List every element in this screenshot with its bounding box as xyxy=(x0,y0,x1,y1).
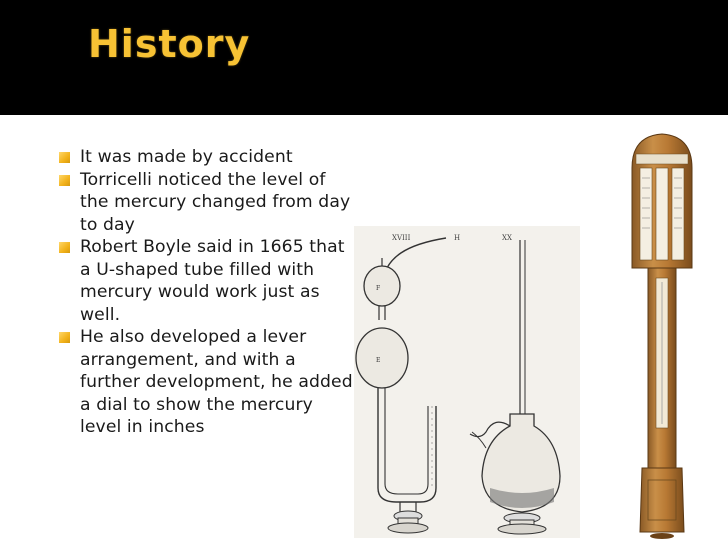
bullet-item xyxy=(58,146,358,169)
bullet-text: He also developed a lever arrangement, and with a further development, he added a dial to show the mercury level in inches xyxy=(80,327,353,437)
bullet-text: Torricelli noticed the level of the mercury changed from day to day xyxy=(80,169,351,235)
bullet-item xyxy=(58,169,358,237)
bullet-text: Robert Boyle said in 1665 that a U-shaped tube filled with mercury would work just as well. xyxy=(80,237,345,325)
bulb-label-top: F xyxy=(376,285,381,292)
square-bullet-icon xyxy=(59,242,70,253)
engraving-label-right: XX xyxy=(502,234,512,242)
square-bullet-icon xyxy=(59,175,70,186)
engraving-label-letter: H xyxy=(454,234,461,242)
bullet-text: It was made by accident xyxy=(80,147,293,167)
square-bullet-icon xyxy=(59,332,70,343)
bulb-label-bottom: E xyxy=(376,357,381,364)
bullet-list xyxy=(58,146,358,439)
engraving-label-left: XVIII xyxy=(392,234,411,242)
slide-title: History xyxy=(88,22,251,66)
boyle-apparatus-engraving xyxy=(354,226,580,538)
bullet-item xyxy=(58,236,358,326)
square-bullet-icon xyxy=(59,152,70,163)
bullet-item xyxy=(58,326,358,439)
wooden-barometer-image xyxy=(612,128,712,542)
